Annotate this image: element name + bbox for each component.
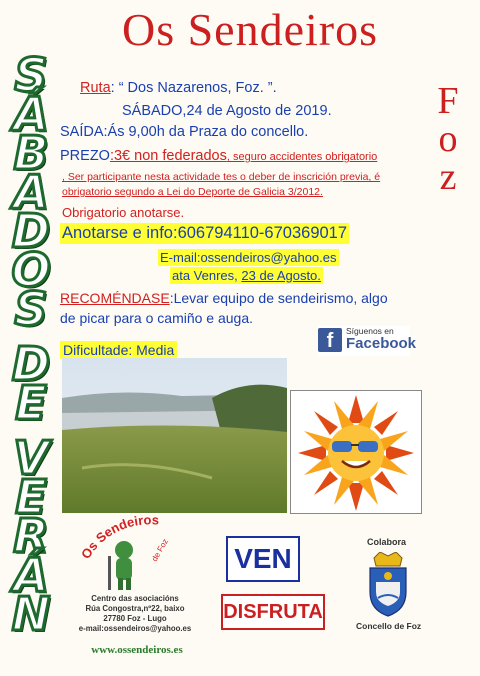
landscape-photo xyxy=(62,358,287,513)
foz-letter: F xyxy=(437,80,459,122)
deadline-date: 23 de Agosto. xyxy=(241,268,321,283)
vertical-letter: V xyxy=(13,431,49,485)
vertical-letter: B xyxy=(13,126,49,180)
saida-value: :Ás 9,00h da Praza do concello. xyxy=(103,124,309,140)
concello-label: Concello de Foz xyxy=(356,621,422,631)
recomendase-label: RECOMÉNDASE xyxy=(60,290,170,306)
vertical-letter: A xyxy=(13,165,49,219)
ruta-line xyxy=(80,80,277,96)
prezo-value: :3€ non federados xyxy=(109,148,227,164)
svg-text:de Foz: de Foz xyxy=(149,537,170,563)
saida-label: SAÍDA xyxy=(60,124,104,140)
vertical-letter: Á xyxy=(13,548,49,602)
address-line-2: Rúa Congostra,nº22, baixo xyxy=(85,604,185,613)
sun-illustration xyxy=(290,390,422,514)
vertical-letter: S xyxy=(14,282,48,336)
foz-letter: o xyxy=(438,118,458,160)
notice-line-2: obrigatorio segundo a Lei do Deporte de Galicia 3/2012. xyxy=(62,186,323,198)
deadline-line xyxy=(170,267,323,284)
vertical-letter: D xyxy=(11,337,51,391)
prezo-extra: , seguro accidentes obrigatorio xyxy=(226,151,378,163)
os-sendeiros-logo xyxy=(78,510,198,592)
facebook-badge[interactable] xyxy=(318,326,417,356)
email-line: E-mail:ossendeiros@yahoo.es xyxy=(160,250,337,265)
page-title: Os Sendeiros xyxy=(121,4,379,55)
ruta-label: Ruta xyxy=(80,80,111,96)
date-line: SÁBADO,24 de Agosto de 2019. xyxy=(122,103,332,119)
vertical-title-sabados-de-veran xyxy=(6,48,56,676)
recomendase-line-1 xyxy=(60,290,388,306)
svg-text:Os Sendeiros: Os Sendeiros xyxy=(78,512,160,562)
notice-line-1: , Ser participante nesta actividade tes o deber de inscrición previa, é xyxy=(62,171,381,183)
recomendase-line-2: de picar para o camiño e auga. xyxy=(60,310,254,326)
colabora-label: Colabora xyxy=(367,537,407,547)
anotarse-info: Anotarse e info:606794110-670369017 xyxy=(62,224,348,242)
address-line-3: 27780 Foz - Lugo xyxy=(103,614,167,623)
dificultade: Dificultade: Media xyxy=(60,341,177,359)
facebook-follow-text: Síguenos en xyxy=(346,326,394,336)
vertical-title-foz xyxy=(428,82,468,196)
ruta-value: : “ Dos Nazarenos, Foz. ”. xyxy=(110,80,277,96)
disfruta-box: DISFRUTA xyxy=(221,594,325,630)
concello-coat-of-arms xyxy=(366,552,410,618)
vertical-letter: Á xyxy=(13,87,49,141)
website-link[interactable]: www.ossendeiros.es xyxy=(91,644,183,656)
vertical-letter: N xyxy=(11,587,51,641)
foz-letter: z xyxy=(439,156,457,198)
deadline-prefix: ata Venres, xyxy=(172,268,242,283)
saida-line xyxy=(60,124,308,140)
vertical-letter: D xyxy=(11,204,51,258)
obrigatorio-anotarse: Obrigatorio anotarse. xyxy=(62,205,185,220)
vertical-letter: E xyxy=(15,376,47,430)
vertical-letter: S xyxy=(14,48,48,102)
ven-box: VEN xyxy=(226,536,300,582)
vertical-letter: E xyxy=(15,470,47,524)
vertical-letter: O xyxy=(11,243,51,297)
address-block xyxy=(70,594,200,634)
address-line-4: e-mail:ossendeiros@yahoo.es xyxy=(78,624,192,633)
prezo-line xyxy=(60,148,377,164)
facebook-icon: f xyxy=(318,328,342,352)
prezo-label: PREZO xyxy=(60,148,110,164)
address-line-1: Centro das asociacións xyxy=(91,594,179,603)
facebook-name: Facebook xyxy=(346,335,417,352)
recomendase-text-1: :Levar equipo de sendeirismo, algo xyxy=(169,290,388,306)
vertical-letter: R xyxy=(13,509,49,563)
